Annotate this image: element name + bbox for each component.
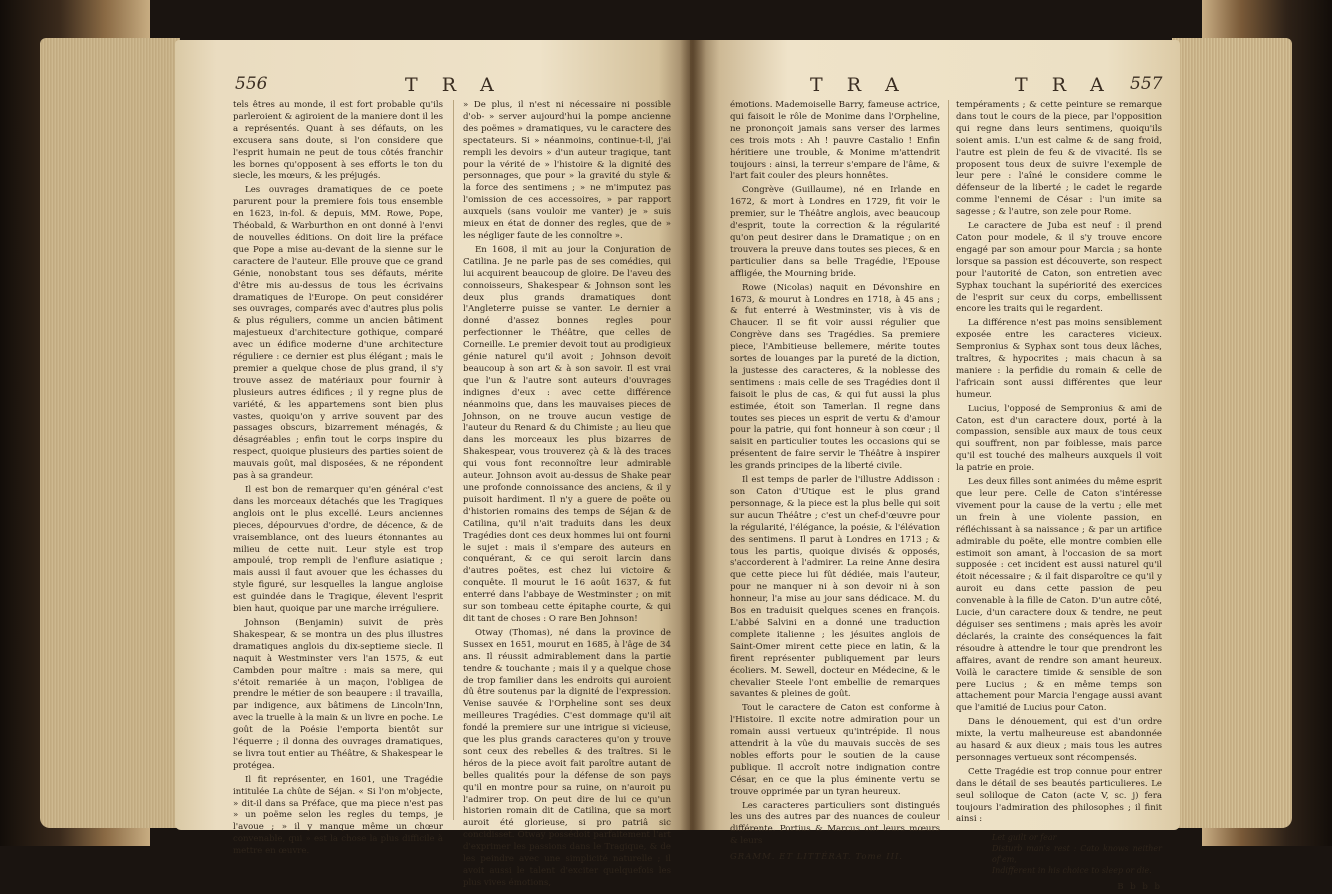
paragraph: Lucius, l'opposé de Sempronius & ami de Caton, est d'un caractere doux, porté à la compassion, sensible aux maux de tous ceux qui souffrent, non par foiblesse, mais parce qu'il est touché des malheurs auxquels il voit la patrie en proie.: [956, 403, 1162, 474]
left-column-1: [233, 100, 443, 857]
column-divider: [948, 100, 949, 820]
paragraph: Cette Tragédie est trop connue pour entrer dans le détail de ses beautés particulieres. Le seul soliloque de Caton (acte V, sc. j) fera toujours l'admiration des philosophes ; il finit ainsi :: [956, 766, 1162, 825]
paragraph: Il est bon de remarquer qu'en général c'est dans les morceaux détachés que les Tragiques anglois ont le plus excellé. Leurs anciennes pieces, dépourvues d'ordre, de décence, & de vraisemblance, ont des lueurs étonnantes au milieu de cette nuit. Leur style est trop ampoulé, trop rempli de l'enflure asiatique ; mais aussi il faut avouer que les échasses du style figuré, sur lesquelles la langue angloise est guindée dans le Tragique, élevent l'esprit bien haut, quoique par une marche irréguliere.: [233, 485, 443, 615]
paragraph: Il fit représenter, en 1601, une Tragédie intitulée La chûte de Séjan. « Si l'on m'objecte, » dit-il dans sa Préface, que ma piece n'est pas » un poëme selon les regles du temps, je l'avoue ; » il y manque même un chœur convenable, qui » est la chose la plus difficile à mettre en œuvre.: [233, 774, 443, 857]
poem-line: Let guilt or fear: [992, 833, 1057, 843]
paragraph: Il est temps de parler de l'illustre Addisson : son Caton d'Utique est le plus grand personnage, & la piece est la plus belle qui soit sur aucun Théâtre ; c'est un chef-d'œuvre pour la régularité, l'élégance, la poésie, & l'élévation des sentimens. Il parut à Londres en 1713 ; & tous les partis, quoique divisés & opposés, s'accorderent à l'admirer. La reine Anne desira que cette piece lui fût dédiée, mais l'auteur, pour ne manquer ni à son devoir ni à son honneur, l'a mise au jour sans dédicace. M. du Bos en traduisit quelques scenes en françois. L'abbé Salvini en a donné une traduction complete italienne ; les jésuites anglois de Saint-Omer mirent cette piece en latin, & la firent représenter publiquement par leurs écoliers. M. Sewell, docteur en Médecine, & le chevalier Steele l'ont embellie de remarques savantes & pleines de goût.: [730, 475, 940, 700]
paragraph: Les caracteres particuliers sont distingués les uns des autres par des nuances de couleur différente. Portius & Marcus ont leurs mœurs & leurs: [730, 800, 940, 847]
paragraph: La différence n'est pas moins sensiblement exposée entre les caracteres vicieux. Sempronius & Syphax sont tous deux lâches, traîtres, & hypocrites ; mais chacun à sa maniere : la perfidie du romain & celle de l'africain sont aussi différentes que leur humeur.: [956, 318, 1162, 400]
paragraph: émotions. Mademoiselle Barry, fameuse actrice, qui faisoit le rôle de Monime dans l'Orpheline, ne prononçoit jamais sans verser des larmes ces trois mots : Ah ! pauvre Castalio ! Enfin héritiere une trouble, & Monime m'attendrit toujours : ainsi, la terreur s'empare de l'âme, & l'art fait couler des pleurs honnêtes.: [730, 100, 940, 182]
column-divider: [453, 100, 454, 820]
paragraph: tels êtres au monde, il est fort probable qu'ils parleroient & agiroient de la maniere dont il les a représentés. Quant à ses défauts, on les excusera sans doute, si l'on considere que l'esprit humain ne peut de tous côtés franchir les bornes qu'opposent à ses efforts le ton du siecle, les mœurs, & les préjugés.: [233, 100, 443, 182]
paragraph: En 1608, il mit au jour la Conjuration de Catilina. Je ne parle pas de ses comédies, qui lui acquirent beaucoup de gloire. De l'aveu des connoisseurs, Shakespear & Johnson sont les deux plus grands dramatiques dont l'Angleterre puisse se vanter. Le dernier a donné d'assez bonnes regles pour perfectionner le Théâtre, que celles de Corneille. Le premier devoit tout au prodigieux génie naturel qu'il avoit ; Johnson devoit beaucoup à son art & à son savoir. Il est vrai que l'un & l'autre sont auteurs d'ouvrages indignes d'eux : avec cette différence néanmoins que, dans les mauvaises pieces de Johnson, on ne trouve aucun vestige de l'auteur du Renard & du Chimiste ; au lieu que dans les morceaux les plus bizarres de Shakespear, vous trouverez çà & là des traces qui vous font reconnoître leur admirable auteur. Johnson avoit au-dessus de Shake pear une profonde connoissance des anciens, & il y puisoit hardiment. Il n'y a guere de poëte ou d'historien romains des temps de Séjan & de Catilina, qu'il n'ait traduits dans les deux Tragédies dont ces deux hommes lui ont fourni le sujet : mais il s'empare des auteurs en conquérant, & ce qui seroit larcin dans d'autres poëtes, est chez lui victoire & conquête. Il mourut le 16 août 1637, & fut enterré dans l'abbaye de Westminster ; on mit sur son tombeau cette épitaphe courte, & qui dit tant de choses : O rare Ben Johnson!: [463, 244, 671, 624]
book-gutter: [680, 40, 706, 830]
left-page-number: 556: [235, 74, 268, 94]
paragraph: Otway (Thomas), né dans la province de Sussex en 1651, mourut en 1685, à l'âge de 34 ans. Il réussit admirablement dans la partie tendre & touchante ; mais il y a quelque chose de trop familier dans les endroits qui auroient dû être soutenus par la dignité de l'expression. Venise sauvée & l'Orpheline sont ses deux meilleures Tragédies. C'est dommage qu'il ait fondé la premiere sur une intrigue si vicieuse, que les plus grands caracteres qu'on y trouve sont ceux des rebelles & des traîtres. Si le héros de la piece avoit fait paroître autant de belles qualités pour la défense de son pays qu'il en montre pour sa ruine, on n'auroit pu l'admirer trop. On peut dire de lui ce qu'un historien romain dit de Catilina, que sa mort auroit été glorieuse, si pro patriâ sic concidisset. Otway possédoit parfaitement l'art d'exprimer les passions dans le Tragique, & de les peindre avec une simplicité naturelle ; il avoit aussi le talent d'exciter quelquefois les plus vives émotions,: [463, 627, 671, 888]
poem-line: Indifferent in his choice to sleep or die.: [992, 866, 1152, 876]
paragraph: » De plus, il n'est ni nécessaire ni possible d'ob- » server aujourd'hui la pompe ancienne des poëmes » dramatiques, vu le caractere des spectateurs. Si » néanmoins, continue-t-il, j'ai rempli les devoirs » d'un auteur tragique, tant pour la vérité de » l'histoire & la dignité des personnages, que pour » la gravité du style & la force des sentimens ; » ne m'imputez pas l'omission de ces accessoires, » par rapport auxquels (sans vouloir me vanter) je » suis mieux en état de donner des regles, que de » les négliger faute de les connoître ».: [463, 100, 671, 241]
paragraph: Rowe (Nicolas) naquit en Dévonshire en 1673, & mourut à Londres en 1718, à 45 ans ; & fut enterré à Westminster, vis à vis de Chaucer. Il se fit voir aussi régulier que Congrève dans ses Tragédies. Sa premiere piece, l'Ambitieuse bellemere, mérite toutes sortes de louanges par la pureté de la diction, la justesse des caracteres, & la noblesse des sentimens : mais celle de ses Tragédies dont il faisoit le plus de cas, & qui fut aussi la plus estimée, étoit son Tamerlan. Il regne dans toutes ses pieces un esprit de vertu & d'amour pour la patrie, qui font honneur à son cœur ; il saisit en particulier toutes les occasions qui se présentent de faire servir le Théâtre à inspirer les grands principes de la liberté civile.: [730, 282, 940, 472]
right-running-head: T R A: [1015, 74, 1113, 96]
page-footer: GRAMM. ET LITTÉRAT. Tome III.: [730, 852, 904, 863]
english-quotation: [992, 832, 1162, 876]
left-page: [175, 40, 695, 888]
paragraph: Les deux filles sont animées du même esprit que leur pere. Celle de Caton s'intéresse vivement pour la cause de la vertu ; elle met un frein à une violente passion, en réfléchissant à sa naissance ; & par un artifice admirable du poëte, elle montre combien elle estimoit son amant, à l'occasion de sa mort supposée : cet incident est aussi naturel qu'il étoit nécessaire ; & il fait disparoître ce qu'il y auroit eu dans cette passion de peu convenable à la fille de Caton. D'un autre côté, Lucie, d'un caractere doux & tendre, ne peut déguiser ses sentimens ; mais après les avoir déclarés, la crainte des conséquences la fait résoudre à attendre le tour que prendront les affaires, avant de rendre son amant heureux. Voilà le caractere timide & sensible de son pere Lucius ; & en même temps son attachement pour Marcia l'engage aussi avant que l'amitié de Lucius pour Caton.: [956, 477, 1162, 714]
right-page-number: 557: [1130, 74, 1163, 94]
paragraph: Les ouvrages dramatiques de ce poete parurent pour la premiere fois tous ensemble en 1623, in-fol. & depuis, MM. Rowe, Pope, Théobald, & Warburthon en ont donné à l'envi de nouvelles éditions. On doit lire la préface que Pope a mise au-devant de la sienne sur le caractere de l'auteur. Elle prouve que ce grand Génie, nonobstant tous ses défauts, mérite d'être mis au-dessus de tous les écrivains dramatiques de l'Europe. On peut considérer ses ouvrages, comparés avec d'autres plus polis & plus réguliers, comme un ancien bâtiment majestueux d'architecture gothique, comparé avec un édifice moderne d'une architecture réguliere : ce dernier est plus élégant ; mais le premier a quelque chose de plus grand, il s'y trouve assez de matériaux pour fournir à plusieurs autres édifices ; il y regne plus de variété, & les appartemens sont bien plus vastes, quoiqu'on y arrive souvent par des passages obscurs, bizarrement ménagés, & désagréables ; enfin tout le corps inspire du respect, quoique plusieurs des parties soient de mauvais goût, mal disposées, & ne répondent pas à sa grandeur.: [233, 185, 443, 482]
paragraph: Tout le caractere de Caton est conforme à l'Histoire. Il excite notre admiration pour un romain aussi vertueux qu'intrépide. Il nous attendrit à la vûe du mauvais succès de ses nobles efforts pour le soutien de la cause publique. Il accroît notre indignation contre César, en ce que la plus éminente vertu se trouve opprimée par un tyran heureux.: [730, 703, 940, 797]
right-column-1: [730, 100, 940, 863]
signature-mark: B b b b: [1117, 882, 1162, 893]
right-page: [690, 40, 1180, 893]
poem-line: Disturb man's rest : Cato knows neither of'em,: [992, 844, 1162, 865]
right-column-2: [956, 100, 1162, 893]
paragraph: tempéraments ; & cette peinture se remarque dans tout le cours de la piece, par l'opposition qui regne dans leurs sentimens, quoiqu'ils soient amis. L'un est calme & de sang froid, l'autre est plein de feu & de vivacité. Ils se proposent tous deux de suivre l'exemple de leur pere : l'aîné le considere comme le défenseur de la liberté ; le cadet le regarde comme l'ennemi de César : l'un imite sa sagesse ; & l'autre, son zele pour Rome.: [956, 100, 1162, 218]
paragraph: Dans le dénouement, qui est d'un ordre mixte, la vertu malheureuse est abandonnée au hasard & aux dieux ; mais tous les autres personnages vertueux sont récompensés.: [956, 717, 1162, 763]
paragraph: Johnson (Benjamin) suivit de près Shakespear, & se montra un des plus illustres dramatiques anglois du dix-septieme siecle. Il naquit à Westminster vers l'an 1575, & eut Cambden pour maître : mais sa mere, qui s'étoit remariée à un maçon, l'obligea de prendre le métier de son beaupere : il travailla, par indigence, aux bâtimens de Lincoln'Inn, avec la truelle à la main & un livre en poche. Le goût de la Poésie l'emporta bientôt sur l'équerre ; il donna des ouvrages dramatiques, se livra tout entier au Théâtre, & Shakespear le protégea.: [233, 617, 443, 771]
paragraph: Le caractere de Juba est neuf : il prend Caton pour modele, & il s'y trouve encore engagé par son amour pour Marcia ; sa honte lorsque sa passion est découverte, son respect pour l'autorité de Caton, son entretien avec Syphax touchant la supériorité des exercices de l'esprit sur ceux du corps, embellissent encore les traits qui le regardent.: [956, 221, 1162, 315]
left-running-head: T R A: [405, 74, 503, 96]
page-stack-right: [1172, 38, 1292, 828]
left-column-2: [463, 100, 671, 888]
right-running-head-inner: T R A: [810, 74, 908, 96]
page-stack-left: [40, 38, 180, 828]
paragraph: Congrève (Guillaume), né en Irlande en 1672, & mort à Londres en 1729, fit voir le premier, sur le Théâtre anglois, avec beaucoup d'esprit, toute la correction & la régularité qu'on peut desirer dans le Dramatique ; on en trouvera la preuve dans toutes ses pieces, & en particulier dans sa belle Tragédie, l'Epouse affligée, the Mourning bride.: [730, 185, 940, 279]
